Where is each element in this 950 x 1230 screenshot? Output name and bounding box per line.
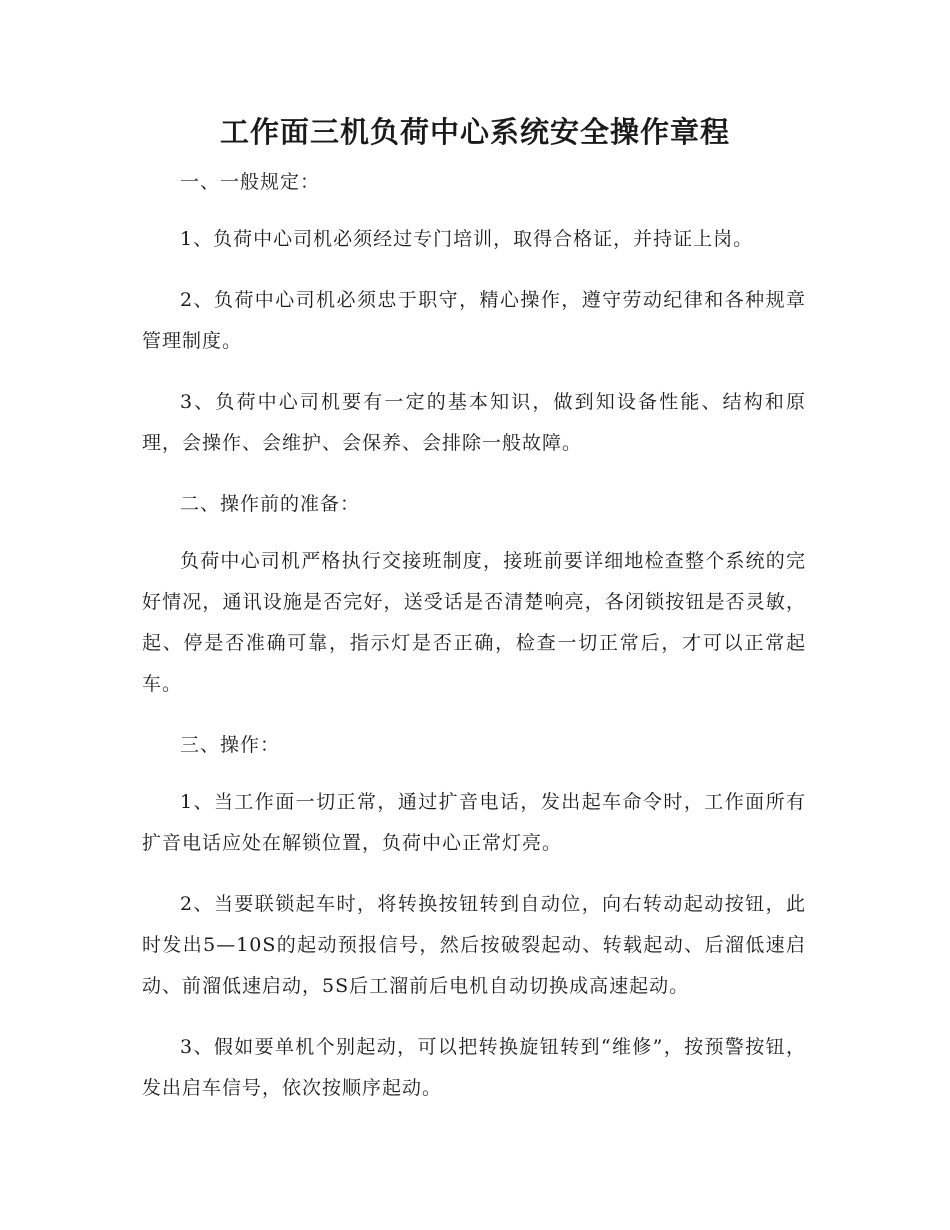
paragraph-general-3: 3、负荷中心司机要有一定的基本知识，做到知设备性能、结构和原理，会操作、会维护、会保养、会排除一般故障。: [142, 391, 806, 454]
document-body: [142, 162, 806, 1129]
paragraph-general-2: 2、负荷中心司机必须忠于职守，精心操作，遵守劳动纪律和各种规章管理制度。: [142, 289, 806, 352]
paragraph-operation-3: 3、假如要单机个别起动，可以把转换旋钮转到“维修”，按预警按钮，发出启车信号，依次按顺序起动。: [142, 1036, 806, 1099]
section-heading-preparation: 二、操作前的准备：: [180, 493, 361, 515]
section-heading-general: 一、一般规定：: [180, 171, 321, 193]
document-title: 工作面三机负荷中心系统安全操作章程: [219, 115, 730, 149]
paragraph-operation-2: 2、当要联锁起车时，将转换按钮转到自动位，向右转动起动按钮，此时发出5—10S的起动预报信号，然后按破裂起动、转载起动、后溜低速启动、前溜低速启动，5S后工溜前后电机自动切换成高速起动。: [142, 893, 806, 997]
paragraph-preparation: 负荷中心司机严格执行交接班制度，接班前要详细地检查整个系统的完好情况，通讯设施是否完好，送受话是否清楚响亮，各闭锁按钮是否灵敏，起、停是否准确可靠，指示灯是否正确，检查一切正常后，才可以正常起车。: [142, 550, 806, 695]
section-heading-operation: 三、操作：: [180, 734, 281, 756]
paragraph-general-1: 1、负荷中心司机必须经过专门培训，取得合格证，并持证上岗。: [180, 228, 754, 250]
paragraph-operation-1: 1、当工作面一切正常，通过扩音电话，发出起车命令时，工作面所有扩音电话应处在解锁位置，负荷中心正常灯亮。: [142, 791, 806, 854]
